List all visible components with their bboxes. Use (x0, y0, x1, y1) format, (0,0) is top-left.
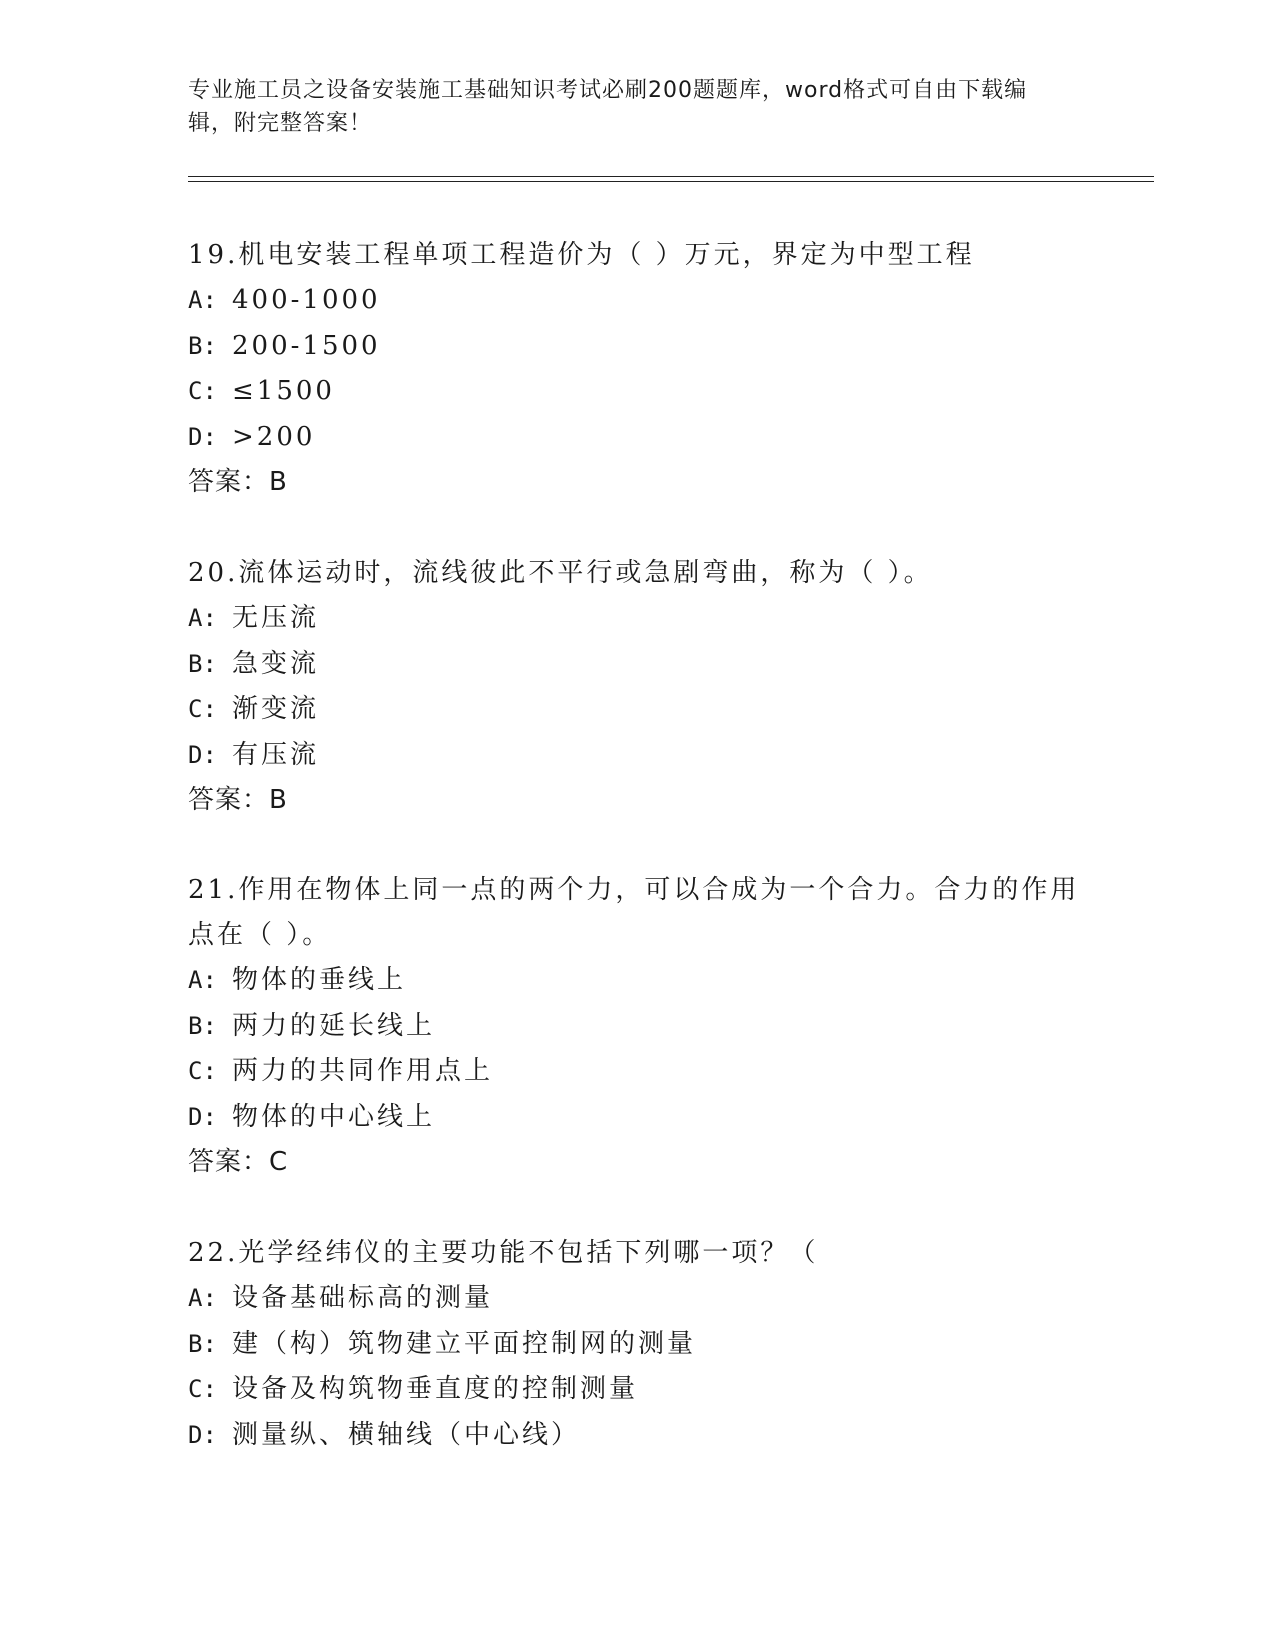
option-letter: D: (188, 1420, 217, 1449)
option-text: 渐变流 (232, 694, 320, 724)
option-text: 设备及构筑物垂直度的控制测量 (232, 1374, 639, 1404)
question-21 (188, 868, 1088, 1185)
option-b (188, 1004, 1088, 1050)
option-c (188, 1049, 1088, 1095)
option-d (188, 1095, 1088, 1141)
option-letter: C: (188, 695, 217, 723)
option-letter: B: (188, 1011, 217, 1040)
question-22 (188, 1231, 1088, 1458)
option-text: 两力的延长线上 (232, 1010, 436, 1041)
option-letter: A: (188, 286, 217, 314)
option-letter: C: (188, 1375, 217, 1403)
option-letter: A: (188, 604, 217, 632)
option-text: 有压流 (232, 739, 320, 770)
option-letter: B: (188, 649, 217, 678)
option-text: 物体的垂线上 (232, 965, 407, 995)
header-divider-top (188, 176, 1154, 177)
option-text: 测量纵、横轴线（中心线） (232, 1419, 581, 1450)
option-b (188, 324, 1088, 370)
option-d (188, 1413, 1088, 1459)
option-text: 设备基础标高的测量 (232, 1283, 494, 1313)
question-20 (188, 551, 1088, 823)
question-text: 21.作用在物体上同一点的两个力，可以合成为一个合力。合力的作用点在（ ）。 (188, 875, 1080, 950)
option-b (188, 642, 1088, 688)
question-text: 20.流体运动时，流线彼此不平行或急剧弯曲，称为（ ）。 (188, 558, 933, 588)
option-text: 400-1000 (232, 285, 381, 315)
option-letter: C: (188, 377, 217, 405)
option-text: 物体的中心线上 (232, 1101, 436, 1132)
option-a (188, 596, 1088, 642)
option-c (188, 1367, 1088, 1413)
answer-label: 答案：B (188, 467, 288, 497)
option-c (188, 687, 1088, 733)
option-letter: B: (188, 1329, 217, 1358)
option-text: ≤1500 (232, 376, 335, 406)
option-d (188, 733, 1088, 779)
option-a (188, 1276, 1088, 1322)
option-a (188, 958, 1088, 1004)
question-text: 19.机电安装工程单项工程造价为（ ）万元，界定为中型工程 (188, 240, 975, 270)
question-text: 22.光学经纬仪的主要功能不包括下列哪一项？（ (188, 1238, 819, 1268)
option-letter: D: (188, 1102, 217, 1131)
answer-label: 答案：B (188, 785, 288, 815)
answer-label: 答案：C (188, 1147, 289, 1177)
option-letter: D: (188, 740, 217, 769)
question-19 (188, 233, 1088, 505)
option-letter: C: (188, 1057, 217, 1085)
document-header-title: 专业施工员之设备安装施工基础知识考试必刷200题题库，word格式可自由下载编辑，附完整答案！ (188, 78, 1028, 136)
option-text: 建（构）筑物建立平面控制网的测量 (232, 1328, 697, 1359)
option-d (188, 415, 1088, 461)
option-letter: B: (188, 331, 217, 360)
option-c (188, 369, 1088, 415)
option-text: >200 (232, 421, 316, 452)
option-a (188, 278, 1088, 324)
option-text: 两力的共同作用点上 (232, 1056, 494, 1086)
header-divider-bottom (188, 181, 1154, 182)
option-letter: A: (188, 1284, 217, 1312)
option-letter: D: (188, 422, 217, 451)
option-text: 无压流 (232, 603, 320, 633)
option-text: 急变流 (232, 648, 320, 679)
option-letter: A: (188, 966, 217, 994)
option-text: 200-1500 (232, 330, 381, 361)
option-b (188, 1322, 1088, 1368)
